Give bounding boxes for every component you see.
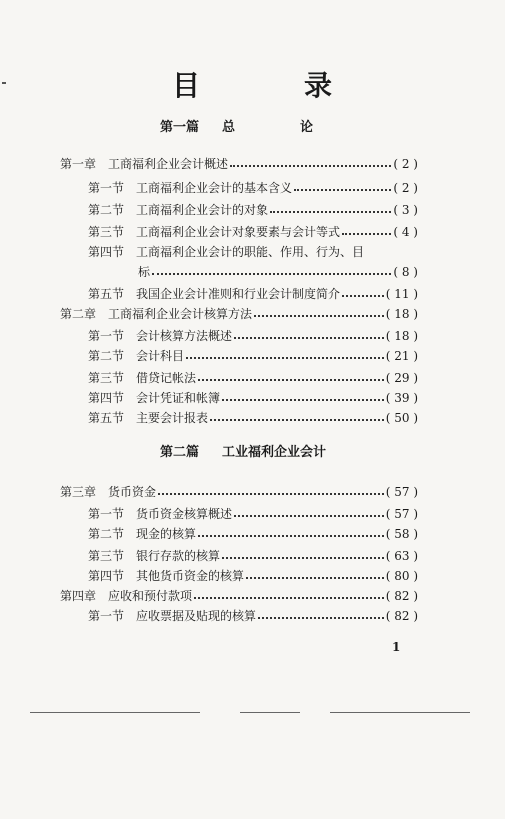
toc-entry-section[interactable]: 第三节 借贷记帐法 ( 29 ) [88,371,418,385]
toc-entry-chapter[interactable]: 第三章 货币资金 ( 57 ) [60,485,418,499]
part-1-heading [0,120,505,136]
toc-entry-section[interactable]: 第四节 会计凭证和帐簿 ( 39 ) [88,391,418,405]
toc-entry-section[interactable]: 第二节 工商福利企业会计的对象 ( 3 ) [88,203,418,217]
scan-edge-line [240,712,300,713]
scan-edge-line [330,712,470,713]
toc-entry-section[interactable]: 第四节 其他货币资金的核算 ( 80 ) [88,569,418,583]
toc-entry-chapter[interactable]: 第四章 应收和预付款项 ( 82 ) [60,589,418,603]
title-char-1: 目 [172,69,201,102]
toc-entry-section[interactable]: 第五节 我国企业会计准则和行业会计制度简介 ( 11 ) [88,287,418,301]
title-char-2: 录 [304,69,333,102]
toc-entry-section[interactable]: 第一节 货币资金核算概述 ( 57 ) [88,507,418,521]
toc-entry-chapter[interactable]: 第一章 工商福利企业会计概述 ( 2 ) [60,157,418,171]
toc-entry-section[interactable]: 第二节 会计科目 ( 21 ) [88,349,418,363]
part-2-label: 第二篇 [160,445,200,460]
part-1-word-1: 总 [222,120,236,135]
toc-entry-section[interactable]: 第二节 现金的核算 ( 58 ) [88,527,418,541]
part-2-name: 工业福利企业会计 [222,445,327,460]
toc-entry-section[interactable]: 第一节 应收票据及贴现的核算 ( 82 ) [88,609,418,623]
toc-entry-section[interactable]: 第三节 工商福利企业会计对象要素与会计等式 ( 4 ) [88,225,418,239]
toc-entry-section[interactable]: 第一节 会计核算方法概述 ( 18 ) [88,329,418,343]
toc-entry-section-continued[interactable]: 标 ( 8 ) [138,265,418,279]
part-1-label: 第一篇 [160,120,200,135]
scan-edge-line [30,712,200,713]
toc-entry-section[interactable]: 第一节 工商福利企业会计的基本含义 ( 2 ) [88,181,418,195]
toc-entry-section[interactable]: 第三节 银行存款的核算 ( 63 ) [88,549,418,563]
page-title [0,68,505,108]
toc-entry-section[interactable]: 第五节 主要会计报表 ( 50 ) [88,411,418,425]
toc-entry-section[interactable]: 第四节 工商福利企业会计的职能、作用、行为、目 [88,245,365,259]
part-1-word-2: 论 [300,120,314,135]
part-2-heading [0,445,505,461]
page-number: 1 [392,640,401,654]
toc-entry-chapter[interactable]: 第二章 工商福利企业会计核算方法 ( 18 ) [60,307,418,321]
